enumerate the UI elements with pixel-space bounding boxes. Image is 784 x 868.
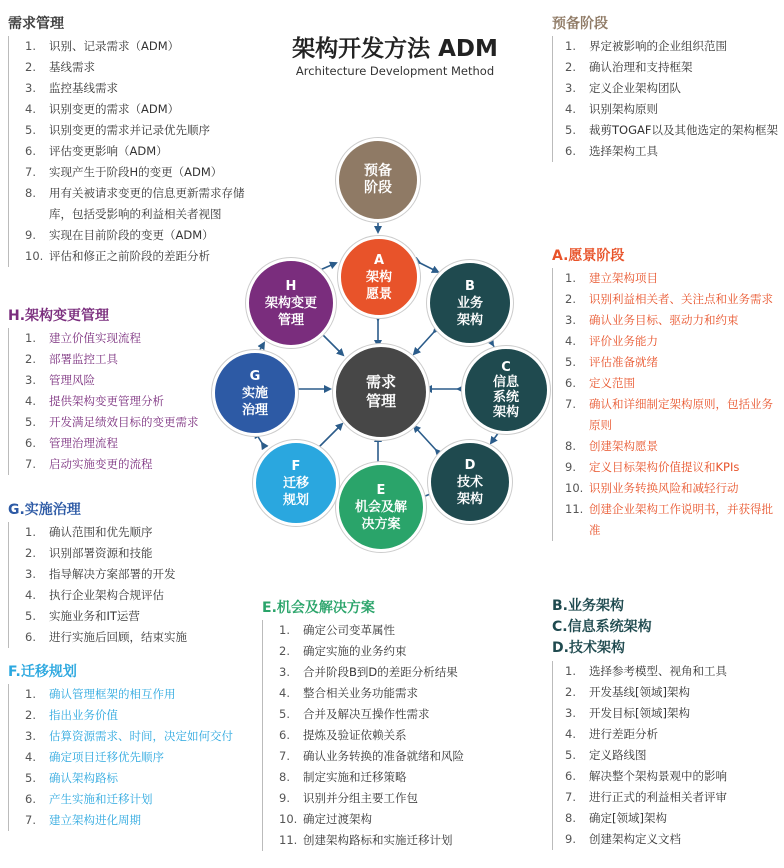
f-item-number: 1. [25,687,36,701]
spoke-h [321,333,343,355]
e-item-text: 确定公司变革属性 [303,623,395,637]
g-item-text: 进行实施后回顾，结束实施 [49,630,187,644]
bcd-item-number: 8. [565,811,576,825]
f-item-text: 估算资源需求、时间，决定如何交付 [49,729,233,743]
node-a-l3: 愿景 [365,286,392,302]
e-item-text: 整合相关业务功能需求 [303,686,418,700]
h-item-number: 1. [25,331,36,345]
f-item-number: 6. [25,792,36,806]
bcd-item-text: 进行正式的利益相关者评审 [589,790,727,804]
bcd-item-number: 3. [565,706,576,720]
prelim-item-number: 5. [565,123,576,137]
g-item-number: 5. [25,609,36,623]
e-item-text: 制定实施和迁移策略 [303,770,407,784]
node-prelim-l1: 预备 [364,163,392,179]
g-item-text: 识别部署资源和技能 [49,546,153,560]
h-item-number: 4. [25,394,36,408]
node-c-l2: 信息 [492,375,519,390]
node-e-l2: 机会及解 [354,499,407,515]
req-item-text: 识别、记录需求（ADM） [49,39,180,53]
spoke-d [414,426,436,450]
e-item-number: 5. [279,707,290,721]
g-item-number: 4. [25,588,36,602]
node-center-l1: 需求 [365,373,396,391]
node-e [336,462,426,552]
bcd-item-text: 确定[领域]架构 [589,811,667,825]
prelim-item-number: 1. [565,39,576,53]
h-item-number: 7. [25,457,36,471]
node-a-l2: 架构 [365,269,392,285]
e-item-number: 8. [279,770,290,784]
h-item-number: 3. [25,373,36,387]
req-item-text: 识别变更的需求并记录优先顺序 [49,123,210,137]
bcd-item-text: 选择参考模型、视角和工具 [589,664,727,678]
e-item-number: 1. [279,623,290,637]
node-h-l3: 管理 [277,312,304,328]
a-item-number: 7. [565,397,576,411]
node-c-l4: 架构 [492,405,519,420]
e-item-text: 合并及解决互操作性需求 [303,707,430,721]
prelim-item-text: 识别架构原则 [589,102,658,116]
f-item-number: 3. [25,729,36,743]
e-item-text: 确定过渡架构 [303,812,372,826]
node-f [253,440,339,526]
f-item-text: 指出业务价值 [49,708,118,722]
a-item-text: 定义范围 [589,376,635,390]
f-item-text: 确认管理框架的相互作用 [49,687,176,701]
a-item-number: 11. [565,502,584,516]
e-item-number: 7. [279,749,290,763]
a-item-text: 创建架构愿景 [589,439,658,453]
g-item-number: 3. [25,567,36,581]
node-b-l3: 架构 [456,312,483,328]
g-item-number: 1. [25,525,36,539]
node-a [338,236,420,318]
e-item-text: 合并阶段B到D的差距分析结果 [303,665,458,679]
e-item-number: 9. [279,791,290,805]
req-item-number: 7. [25,165,36,179]
g-item-text: 实施业务和IT运营 [49,609,140,623]
e-item-number: 2. [279,644,290,658]
f-item-text: 确定项目迁移优先顺序 [49,750,164,764]
req-title: 需求管理 [8,16,64,32]
f-item-number: 4. [25,750,36,764]
prelim-item-text: 裁剪TOGAF以及其他选定的架构框架 [589,123,778,137]
h-title: H.架构变更管理 [8,308,110,324]
h-item-text: 部署监控工具 [49,352,118,366]
node-c-l3: 系统 [492,390,519,405]
prelim-item-number: 4. [565,102,576,116]
node-e-l3: 决方案 [361,516,401,532]
a-item-number: 8. [565,439,576,453]
g-title: G.实施治理 [8,502,81,518]
bcd-item-text: 开发基线[领域]架构 [589,685,690,699]
e-item-number: 11. [279,833,298,847]
h-item-text: 启动实施变更的流程 [49,457,153,471]
req-item-number: 6. [25,144,36,158]
node-g [212,350,298,436]
a-item-number: 5. [565,355,576,369]
node-f-l3: 规划 [282,492,309,508]
bcd-title-b: B.业务架构 [552,598,624,614]
a-item-number: 1. [565,271,576,285]
node-b-l2: 业务 [456,295,483,311]
bcd-item-number: 1. [565,664,576,678]
node-d-l2: 技术 [456,474,483,490]
bcd-item-number: 7. [565,790,576,804]
e-item-number: 3. [279,665,290,679]
e-item-number: 10. [279,812,298,826]
f-item-text: 建立架构进化周期 [49,813,141,827]
h-item-number: 6. [25,436,36,450]
node-c-l1: C [501,360,511,375]
spoke-b [414,332,434,354]
e-item-number: 6. [279,728,290,742]
bcd-item-text: 创建架构定义文档 [589,832,681,846]
node-f-l1: F [291,458,301,474]
arrow-c-d [491,432,499,443]
node-h-l2: 架构变更 [264,295,317,311]
req-item-number: 2. [25,60,36,74]
node-a-l1: A [373,252,385,268]
req-item-number: 9. [25,228,36,242]
node-h-l1: H [285,278,297,294]
h-item-number: 5. [25,415,36,429]
h-item-text: 管理治理流程 [49,436,118,450]
prelim-item-number: 3. [565,81,576,95]
title-en: Architecture Development Method [295,64,495,78]
req-item-text: 评估变更影响（ADM） [49,144,168,158]
e-item-text: 提炼及验证依赖关系 [303,728,407,742]
node-prelim [336,138,420,222]
req-item-text: 基线需求 [49,60,95,74]
g-item-text: 指导解决方案部署的开发 [49,567,176,581]
h-item-text: 管理风险 [49,373,95,387]
req-item-text: 评估和修正之前阶段的差距分析 [49,249,210,263]
a-item-number: 4. [565,334,576,348]
h-item-text: 建立价值实现流程 [49,331,141,345]
f-item-number: 2. [25,708,36,722]
e-item-text: 识别并分组主要工作包 [303,791,418,805]
a-item-text: 识别业务转换风险和减轻行动 [589,481,739,495]
a-item-number: 9. [565,460,576,474]
spoke-f [318,424,342,448]
g-item-number: 6. [25,630,36,644]
a-item-text: 评价业务能力 [589,334,658,348]
f-item-text: 确认架构路标 [49,771,118,785]
bcd-item-number: 2. [565,685,576,699]
a-item-text: 确认业务目标、驱动力和约束 [589,313,739,327]
node-f-l2: 迁移 [282,475,309,491]
h-item-text: 提供架构变更管理分析 [49,394,164,408]
req-item-text: 实现在目前阶段的变更（ADM） [49,228,214,242]
req-item-number: 10. [25,249,44,263]
f-item-number: 7. [25,813,36,827]
node-d [428,440,512,524]
prelim-item-text: 定义企业架构团队 [589,81,681,95]
req-item-number: 5. [25,123,36,137]
node-center [333,344,429,440]
req-item-text: 识别变更的需求（ADM） [49,102,180,116]
node-e-l1: E [376,482,386,498]
node-g-l2: 实施 [241,385,268,401]
bcd-item-text: 进行差距分析 [589,727,658,741]
e-item-text: 创建架构路标和实施迁移计划 [303,833,453,847]
title-cn: 架构开发方法 ADM [292,36,498,62]
node-d-l3: 架构 [456,491,483,507]
arrow-h-a [320,263,336,270]
node-c [462,346,550,434]
node-g-l1: G [249,368,261,384]
a-item-text: 确认和详细制定架构原则，包括业务原则 [589,397,773,432]
a-item-number: 6. [565,376,576,390]
bcd-item-text: 开发目标[领域]架构 [589,706,690,720]
a-item-text: 创建企业架构工作说明书，并获得批准 [589,502,773,537]
a-item-number: 10. [565,481,584,495]
node-prelim-l2: 阶段 [364,180,392,196]
a-title: A.愿景阶段 [552,248,625,264]
prelim-item-text: 选择架构工具 [589,144,658,158]
bcd-item-number: 5. [565,748,576,762]
f-item-number: 5. [25,771,36,785]
f-title: F.迁移规划 [8,664,77,680]
req-item-text: 用有关被请求变更的信息更新需求存储库，包括受影响的利益相关者视图 [49,186,245,221]
req-item-text: 实现产生于阶段H的变更（ADM） [49,165,223,179]
prelim-item-text: 界定被影响的企业组织范围 [589,39,727,53]
bcd-title-d: D.技术架构 [552,640,625,656]
a-item-number: 2. [565,292,576,306]
f-item-text: 产生实施和迁移计划 [49,792,153,806]
node-center-l2: 管理 [365,392,396,410]
e-item-number: 4. [279,686,290,700]
bcd-item-text: 定义路线图 [589,748,647,762]
a-item-text: 定义目标架构价值提议和KPIs [589,460,740,474]
bcd-item-number: 4. [565,727,576,741]
req-item-number: 3. [25,81,36,95]
g-item-number: 2. [25,546,36,560]
req-item-number: 1. [25,39,36,53]
req-item-number: 8. [25,186,36,200]
arrow-a-b [420,263,438,272]
a-item-number: 3. [565,313,576,327]
bcd-item-number: 9. [565,832,576,846]
g-item-text: 确认范围和优先顺序 [49,525,153,539]
h-item-text: 开发满足绩效目标的变更需求 [49,415,199,429]
prelim-item-number: 6. [565,144,576,158]
bcd-item-text: 解决整个架构景观中的影响 [589,769,727,783]
e-title: E.机会及解决方案 [262,600,375,616]
node-d-l1: D [464,457,476,473]
e-item-text: 确认业务转换的准备就绪和风险 [303,749,464,763]
prelim-item-text: 确认治理和支持框架 [589,60,693,74]
g-item-text: 执行企业架构合规评估 [49,588,164,602]
bcd-item-number: 6. [565,769,576,783]
req-item-text: 监控基线需求 [49,81,118,95]
h-item-number: 2. [25,352,36,366]
node-b-l1: B [465,278,475,294]
req-item-number: 4. [25,102,36,116]
prelim-title: 预备阶段 [552,16,608,32]
node-h [246,258,336,348]
node-g-l3: 治理 [241,402,268,418]
e-item-text: 确定实施的业务约束 [303,644,407,658]
node-b [427,260,513,346]
bcd-title-c: C.信息系统架构 [552,619,652,635]
prelim-item-number: 2. [565,60,576,74]
a-item-text: 识别利益相关者、关注点和业务需求 [589,292,773,306]
a-item-text: 建立架构项目 [589,271,658,285]
a-item-text: 评估准备就绪 [589,355,658,369]
